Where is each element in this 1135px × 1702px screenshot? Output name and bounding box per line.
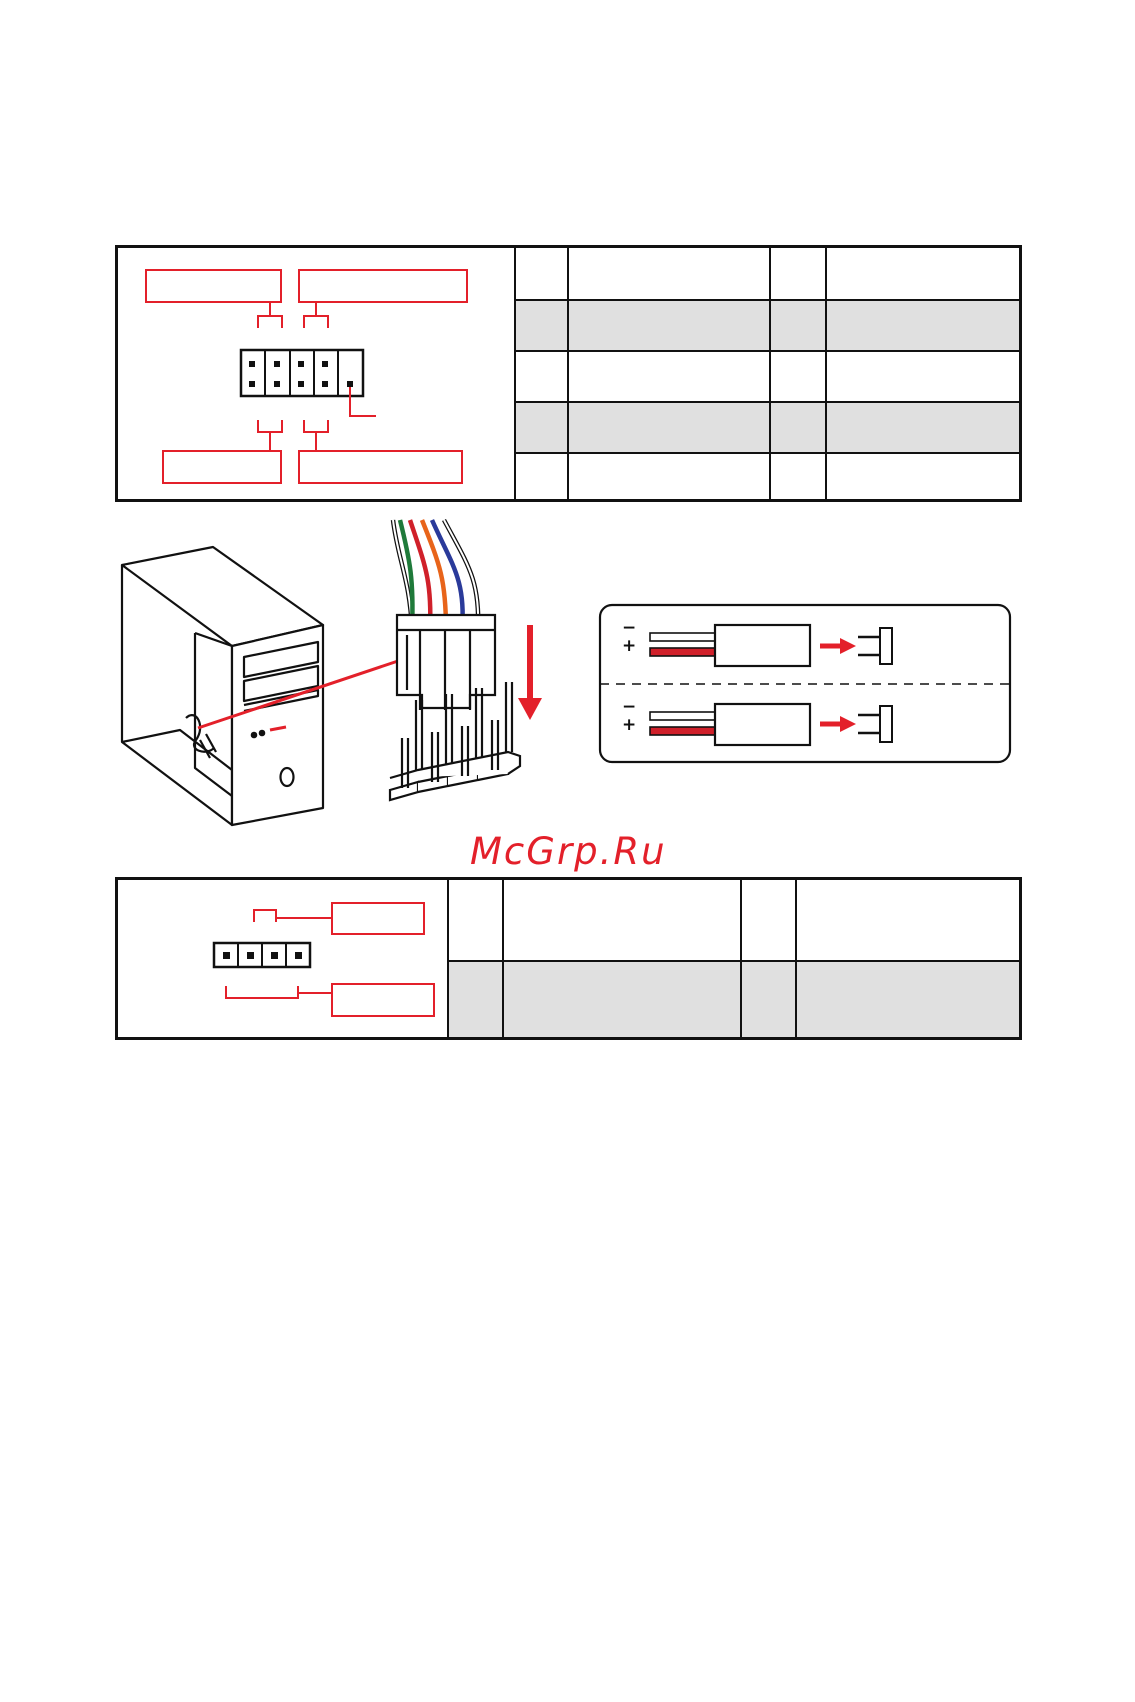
column-divider — [567, 248, 569, 499]
fan-pinout-table — [115, 877, 1022, 1040]
table-row — [516, 452, 1019, 499]
header-pins-graphic — [118, 248, 514, 505]
polarity-minus-lower: − — [622, 697, 637, 717]
header-pin-grid — [516, 248, 1019, 499]
column-divider — [502, 880, 504, 1037]
polarity-minus-upper: − — [622, 618, 637, 638]
table-row — [449, 880, 1019, 960]
table-row — [516, 401, 1019, 452]
header-pin-diagram — [118, 248, 516, 499]
table-row — [516, 248, 1019, 299]
fan-pins-graphic — [118, 880, 447, 1043]
fan-pin-diagram — [118, 880, 449, 1037]
header-pinout-table — [115, 245, 1022, 502]
table-row — [516, 299, 1019, 350]
computer-case-icon — [122, 547, 323, 825]
table-row — [449, 960, 1019, 1037]
arrow-down-icon — [518, 625, 542, 720]
watermark: McGrp.Ru — [470, 830, 667, 873]
fan-pin-grid — [449, 880, 1019, 1037]
polarity-plus-lower: + — [622, 715, 637, 735]
fan-polarity-panel — [600, 605, 1010, 762]
column-divider — [825, 248, 827, 499]
connection-illustration — [0, 520, 1135, 860]
polarity-plus-upper: + — [622, 636, 637, 656]
table-row — [516, 350, 1019, 401]
column-divider — [769, 248, 771, 499]
cable-wires — [393, 520, 478, 630]
column-divider — [740, 880, 742, 1037]
column-divider — [795, 880, 797, 1037]
